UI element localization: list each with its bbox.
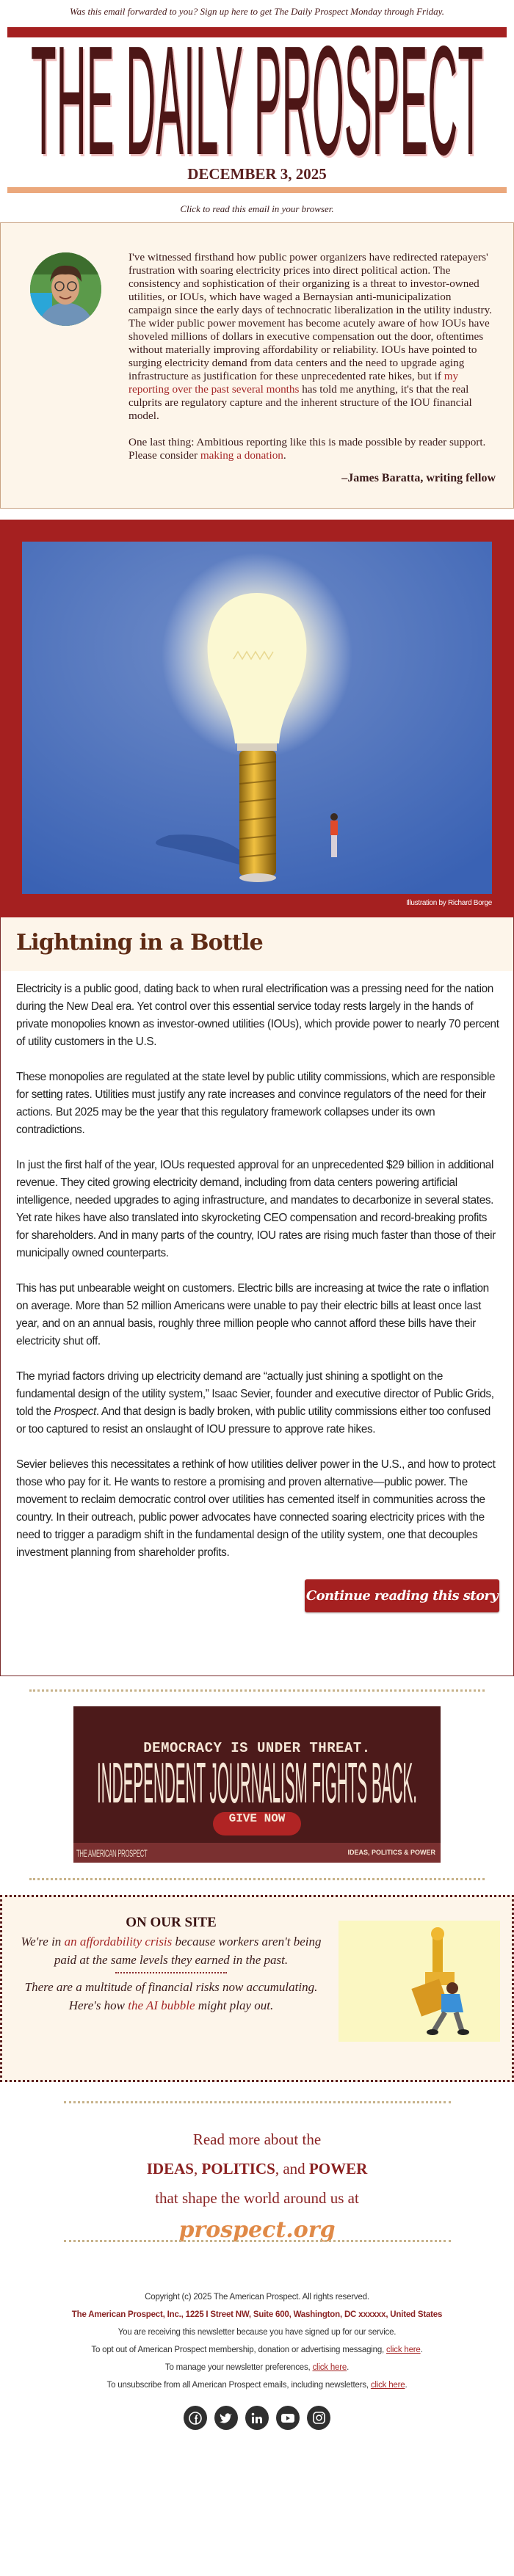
youtube-icon[interactable] [276, 2406, 300, 2430]
read-more-promo [0, 2125, 514, 2248]
on-our-site-list [17, 1913, 325, 2015]
masthead-bottom-bar [7, 187, 507, 193]
text: There are a multitude of financial risks now accumulating. Here's how [24, 1980, 318, 2012]
text: , and [275, 2160, 309, 2177]
intro-paragraph: I've witnessed firsthand how public power organizers have redirected ratepayers' frustration with soaring electricity prices into direct political action. The consistency and sophistication of their organizing is a threat to investor-owned utilities, or IOUs, which have waged a Bernaysian anti-municipalization campaign since the early days of technocratic liberalization in the utility industry. The wider public power movement has become acutely aware of how IOUs have shoveled millions of dollars in executive compensation out the door, oftentimes without materially improving affordability or reliability. IOUs have pointed to surging electricity demand from data centers and the need to upgrade aging infrastructure as justification for these unprecedented rate hikes, but if [128, 251, 492, 382]
affordability-crisis-link[interactable]: an affordability crisis [64, 1935, 173, 1949]
masthead-top-bar [7, 27, 507, 37]
ad-subheadline [95, 1762, 419, 1806]
ad-subheadline-text: INDEPENDENT JOURNALISM FIGHTS BACK. [97, 1762, 417, 1806]
opt-out-line [0, 2341, 514, 2359]
promo-line: Read more about the [192, 2131, 322, 2148]
story-title[interactable]: Lightning in a Bottle [16, 930, 263, 956]
author-signature: –James Baratta, writing fellow [341, 472, 496, 484]
donation-appeal: One last thing: Ambitious reporting like this is made possible by reader support. Please consider [128, 436, 486, 462]
issue-date: DECEMBER 3, 2025 [187, 165, 327, 183]
on-our-site-heading: ON OUR SITE [126, 1915, 217, 1930]
manage-preferences-link[interactable]: click here [312, 2363, 347, 2372]
divider [64, 2240, 451, 2242]
politics: POLITICS [201, 2160, 275, 2177]
copyright: Copyright (c) 2025 The American Prospect. All rights reserved. [145, 2293, 369, 2302]
story-paragraph: This has put unbearable weight on customers. Electric bills are increasing at twice the rate o inflation on average. More than 52 million Americans were unable to pay their electric bills at least once last year, and on an annual basis, roughly three million people who cannot afford these bills have their electricity shut off. [16, 1282, 489, 1347]
view-in-browser-link[interactable]: Click to read this email in your browser. [180, 203, 334, 214]
twitter-icon[interactable] [214, 2406, 238, 2430]
facebook-icon[interactable] [184, 2406, 207, 2430]
continue-reading-button[interactable]: Continue reading this story [305, 1579, 499, 1612]
divider [64, 2101, 451, 2103]
ad-headline: DEMOCRACY IS UNDER THREAT. [143, 1740, 371, 1756]
power: POWER [308, 2160, 368, 2177]
story-paragraph: These monopolies are regulated at the state level by public utility commissions, which are responsible for setting rates. Utilities must justify any rate increases and convince regulators of the need for their actions. But 2025 may be the year that this regulatory framework collapses under its own contradictions. [16, 1071, 496, 1136]
punctuation: . [347, 2363, 350, 2372]
mailing-address: The American Prospect, Inc., 1225 I Street NW, Suite 600, Washington, DC xxxxxx, United States [71, 2310, 443, 2319]
social-links [184, 2406, 338, 2430]
punctuation: . [283, 449, 286, 462]
instagram-icon[interactable] [307, 2406, 330, 2430]
divider [29, 1878, 485, 1880]
text: To manage your newsletter preferences, [164, 2363, 313, 2372]
punctuation: . [405, 2381, 408, 2390]
story-paragraph [16, 1368, 501, 1438]
image-credit: Illustration by Richard Borge [406, 899, 492, 907]
site-item [17, 1978, 325, 2015]
masthead-title: THE DAILY PROSPECT [31, 43, 483, 159]
hero-section [0, 520, 514, 917]
text: might play out. [195, 1998, 274, 2012]
linkedin-icon[interactable] [245, 2406, 269, 2430]
site-item [17, 1932, 325, 1969]
divider [115, 1972, 227, 1973]
story-paragraph: In just the first half of the year, IOUs requested approval for an unprecedented $29 billion in additional revenue. They cited growing electricity demand, including from data centers powering artificial intelligence, needed upgrades to aging infrastructure, and mandates to decarbonize in several states. Yet rate hikes have also translated into skyrocketing CEO compensation and record-breaking profits for shareholders. And in many parts of the country, IOU rates are rising much faster than those of their municipally owned counterparts. [16, 1159, 496, 1259]
on-our-site-box [0, 1895, 514, 2082]
give-now-button[interactable]: GIVE NOW [213, 1812, 301, 1835]
footer [0, 2288, 514, 2394]
story-paragraph: Electricity is a public good, dating back to when rural electrification was a pressing need for the nation during the New Deal era. Yet control over this essential service today rests largely in the hands of private monopolies known as investor-owned utilities (IOUs), which provide power to nearly 70 percent of utility customers in the U.S. [16, 983, 499, 1048]
subscription-notice: You are receiving this newsletter because you have signed up for our service. [117, 2328, 397, 2337]
promo-line: that shape the world around us at [155, 2189, 359, 2207]
story-body [16, 980, 501, 1612]
text: . And that design is badly broken, with public utility commissions either too confused or too captured to resist an onslaught of IOU pressure to approve rate hikes. [16, 1405, 491, 1436]
promo-line [0, 2154, 514, 2183]
story-card [0, 917, 514, 1676]
reporting-link[interactable]: my reporting over the past several months [128, 370, 459, 396]
publication-name: Prospect [54, 1405, 96, 1418]
divider [29, 1689, 485, 1692]
masthead-logo [22, 43, 492, 159]
text: To opt out of American Prospect membership, donation or advertising messaging, [91, 2346, 387, 2354]
donation-ad-banner[interactable] [73, 1706, 441, 1863]
text: The myriad factors driving up electricity demand are “actually just shining a spotlight on the fundamental design of the utility system,” Isaac Sevier, founder and executive director of Public Grids, told the [16, 1370, 494, 1418]
unsubscribe-link[interactable]: click here [370, 2381, 405, 2390]
story-paragraph: Sevier believes this necessitates a rethink of how utilities deliver power in the U.S., and how to protect those who pay for it. He wants to restore a promising and proven alternative—public power. The movement to reclaim democratic control over utilities has cemented itself in communities across the country. In their outreach, public power advocates have connected soaring electricity prices with the need to trigger a paradigm shift in the fundamental design of the utility system, one that decouples investment planning from shareholder profits. [16, 1458, 496, 1559]
ai-bubble-link[interactable]: the AI bubble [128, 1998, 195, 2012]
author-avatar [30, 252, 101, 326]
donation-link[interactable]: making a donation [200, 449, 283, 462]
text: because workers aren't being paid at the same levels they earned in the past. [54, 1935, 322, 1967]
intro-text [128, 251, 496, 486]
prospect-org-link[interactable]: prospect.org [178, 2217, 336, 2243]
signup-forward-link[interactable]: Was this email forwarded to you? Sign up here to get The Daily Prospect Monday through Friday. [70, 6, 444, 17]
site-illustration[interactable] [339, 1921, 500, 2042]
ad-tagline: IDEAS, POLITICS & POWER [347, 1849, 435, 1856]
ideas: IDEAS [146, 2160, 194, 2177]
text: To unsubscribe from all American Prospect emails, including newsletters, [106, 2381, 371, 2390]
punctuation: . [420, 2346, 423, 2354]
intro-paragraph-end: has told me anything, it's that the real culprits are regulatory capture and the inherent structure of the IOU financial model. [128, 383, 472, 422]
hero-illustration[interactable] [22, 542, 492, 894]
intro-note [0, 222, 514, 509]
opt-out-link[interactable]: click here [386, 2346, 421, 2354]
manage-preferences-line [0, 2359, 514, 2376]
story-title-band [1, 917, 513, 971]
american-prospect-logo: THE AMERICAN PROSPECT [76, 1847, 148, 1859]
ad-footer [73, 1843, 441, 1863]
text: , [193, 2160, 202, 2177]
text: We're in [21, 1935, 65, 1949]
unsubscribe-line [0, 2376, 514, 2394]
